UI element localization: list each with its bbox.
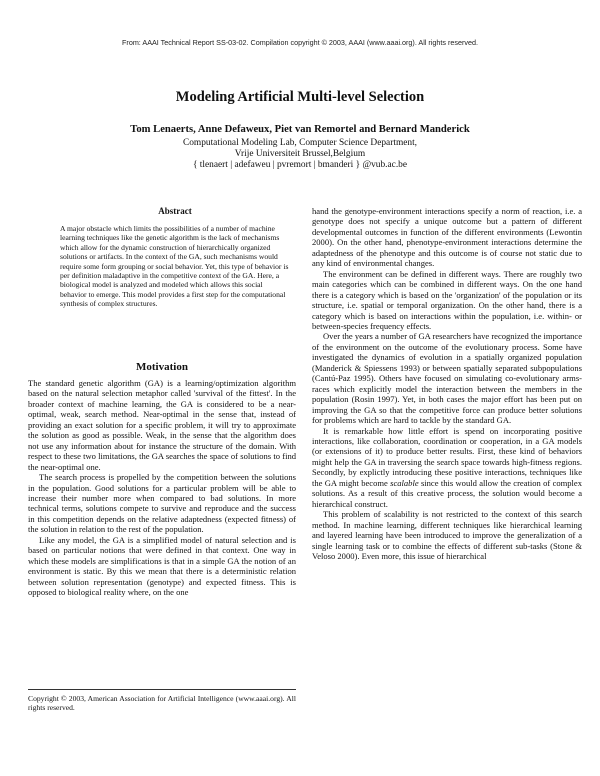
paragraph: The environment can be defined in different ways. There are roughly two main categories which can be combined in different ways. On the one hand there is a category which is based on the 'organization' of the population or its structure, i.e. spatial or temporal organization. On the other hand, there is a category which is based on interactions within the population, i.e. within- or between-species frequency effects. xyxy=(312,268,582,331)
paragraph: This problem of scalability is not restricted to the context of this search method. In machine learning, different techniques like hierarchical learning and layered learning have been introduced to improve the generalization of a single learning task or to combine the effects of different sub-tasks (Stone & Veloso 2000). Even more, this issue of hierarchical xyxy=(312,509,582,561)
paper-title: Modeling Artificial Multi-level Selection xyxy=(175,89,425,105)
authors: Tom Lenaerts, Anne Defaweux, Piet van Remortel and Bernard Manderick xyxy=(130,124,470,135)
affiliation-line-1: Computational Modeling Lab, Computer Science Department, xyxy=(182,138,418,148)
section-heading-motivation: Motivation xyxy=(136,361,188,373)
paragraph-text: It is remarkable how little effort is spend on incorporating positive interactions, like collaboration, coordination or cooperation, in a GA models (or extensions of it) to produce better results. First, these kind of behaviors might help the GA in traversing the search space towards high-fitness regions. Secondly, by explictly introducing these positive interactions, techniques like the GA might become xyxy=(312,425,582,488)
paragraph: Like any model, the GA is a simplified model of natural selection and is based on particular notions that were defined in that context. One way in which these models are simplifications is that in a simple GA the notion of an environment is static. By this we mean that there is a deterministic relation between solution representation (genotype) and expected fitness. This is opposed to biological reality where, on the one xyxy=(28,534,296,598)
paragraph: hand the genotype-environment interactions specify a norm of reaction, i.e. a genotype does not specify a unique outcome but a pattern of different developmental outcomes in function of the different environments (Lewontin 2000). On the other hand, phenotype-environment interactions determine the adaptedness of the phenotype and this outcome is of course not static due to any kind of environmental changes. xyxy=(312,206,582,269)
paragraph: The standard genetic algorithm (GA) is a learning/optimization algorithm based on the natural selection metaphor called 'survival of the fittest'. In the broader context of machine learning, the GA is considered to be a near-optimal, weak, search method. Near-optimal in the sense that, instead of providing an exact solution for a specific problem, it will try to approximate the solution as good as possible. Weak, in the sense that the algorithm does not use any information about for instance the structure of the domain. With respect to these two limitations, the GA searches the space of solutions to find the near-optimal one. xyxy=(28,378,296,472)
footnote-divider xyxy=(28,689,296,690)
paragraph: The search process is propelled by the competition between the solutions in the population. Good solutions for a particular problem will be able to increase their number more when compared to bad solutions. In more technical terms, solutions compete to survive and reproduce and the success in this competition depends on the relative adaptedness (expected fitness) of the solution in relation to the rest of the population. xyxy=(28,472,296,535)
abstract-text: A major obstacle which limits the possibilities of a number of machine learning techniques like the genetic algorithm is the lack of mechanisms which allow for the dynamic construction of hierarchically organized solutions or artifacts. In the context of the GA, such mechanisms would require some form grouping or social behavior. Yet, this type of behavior is per definition maladaptive in the competitive context of the GA. Here, a biological model is analyzed and modeled which allows this social behavior to emerge. This model provides a first step for the computational synthesis of complex structures. xyxy=(60,224,289,309)
left-column xyxy=(28,378,296,598)
emphasis-scalable: scalable xyxy=(390,477,419,488)
copyright-footnote: Copyright © 2003, American Association for Artificial Intelligence (www.aaai.org). All rights reserved. xyxy=(28,694,296,713)
abstract-heading: Abstract xyxy=(158,206,192,216)
paragraph: Over the years a number of GA researchers have recognized the importance of the environment on the outcome of the evolutionary process. Some have investigated the dynamics of evolution in a spatially organized population (Manderick & Spiessens 1993) or between spatially separated subpopulations (Cantú-Paz 1995). Others have focused on simulating co-evolutionary arms-races which explicitly model the interaction between the members in the population (Rosin 1997). Yet, in both cases the major effort has been put on improving the GA so that the competitive force can produce better solutions for problems which are hard to tackle by the standard GA. xyxy=(312,331,582,426)
affiliation-emails: { tlenaert | adefaweu | pvremort | bmanderi } @vub.ac.be xyxy=(192,160,408,170)
paragraph xyxy=(312,426,582,510)
affiliation-line-2: Vrije Universiteit Brussel,Belgium xyxy=(234,149,366,159)
paragraph-text: since this would allow the creation of complex solutions. As a result of this creative process, the solution would become a hierarchical construct. xyxy=(312,477,582,509)
copyright-header: From: AAAI Technical Report SS-03-02. Compilation copyright © 2003, AAAI (www.aaai.org). All rights reserved. xyxy=(122,38,478,47)
right-column xyxy=(312,206,582,561)
